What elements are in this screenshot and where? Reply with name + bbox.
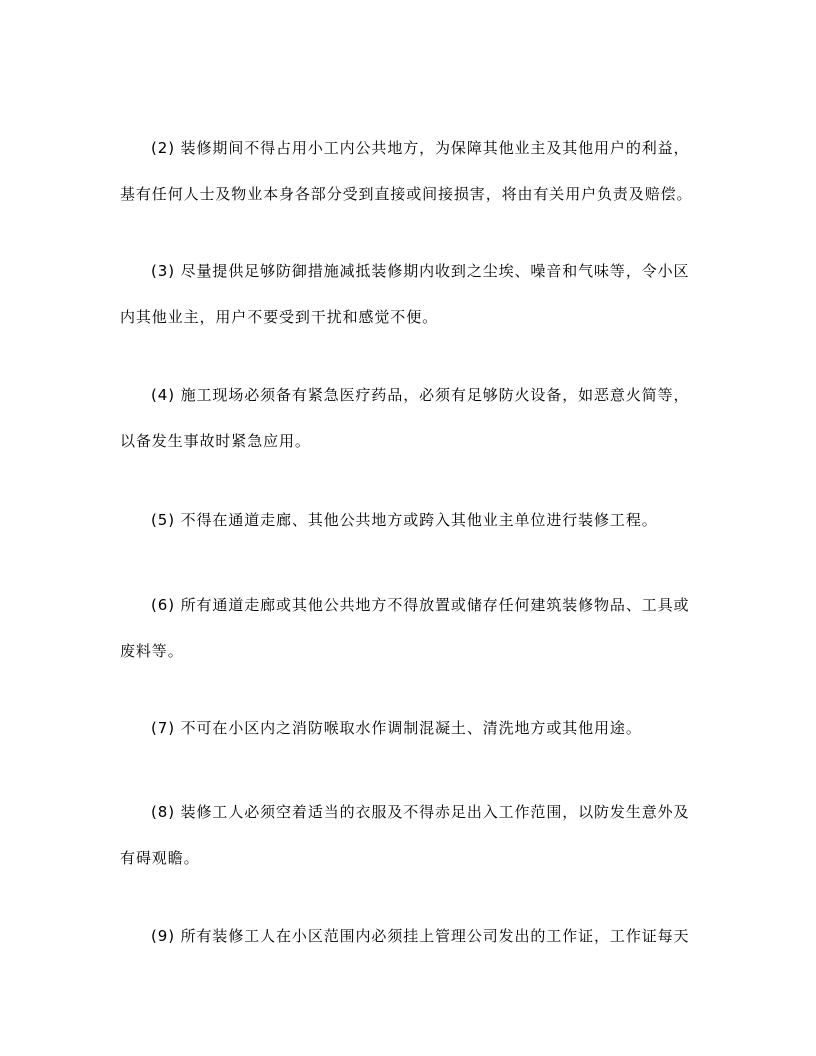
paragraph-line: (8) 装修工人必须空着适当的衣服及不得赤足出入工作范围，以防发生意外及	[151, 803, 690, 821]
paragraph-4	[120, 372, 700, 464]
paragraph-5	[120, 497, 700, 543]
paragraph-line: 内其他业主，用户不要受到干扰和感觉不便。	[120, 308, 439, 326]
paragraph-line: 废料等。	[120, 642, 184, 660]
paragraph-line: (6) 所有通道走廊或其他公共地方不得放置或储存任何建筑装修物品、工具或	[151, 596, 690, 614]
paragraph-line: (3) 尽量提供足够防御措施减抵装修期内收到之尘埃、噪音和气味等，令小区	[151, 262, 690, 280]
paragraph-line: (5) 不得在通道走廊、其他公共地方或跨入其他业主单位进行装修工程。	[151, 511, 658, 529]
paragraph-line: (2) 装修期间不得占用小工内公共地方，为保障其他业主及其他用户的利益，	[151, 139, 690, 157]
paragraph-2	[120, 125, 700, 217]
paragraph-line: (4) 施工现场必须备有紧急医疗药品，必须有足够防火设备，如恶意火简等，	[151, 386, 690, 404]
paragraph-9	[120, 913, 700, 959]
paragraph-8	[120, 789, 700, 881]
paragraph-line: 有碍观瞻。	[120, 849, 200, 867]
paragraph-6	[120, 582, 700, 674]
paragraph-line: 以备发生事故时紧急应用。	[120, 432, 311, 450]
paragraph-line: (7) 不可在小区内之消防喉取水作调制混凝土、清洗地方或其他用途。	[151, 719, 642, 737]
paragraph-line: (9) 所有装修工人在小区范围内必须挂上管理公司发出的工作证，工作证每天	[151, 927, 690, 945]
paragraph-7	[120, 705, 700, 751]
paragraph-line: 基有任何人士及物业本身各部分受到直接或间接损害，将由有关用户负责及赔偿。	[120, 185, 693, 203]
paragraph-3	[120, 248, 700, 340]
